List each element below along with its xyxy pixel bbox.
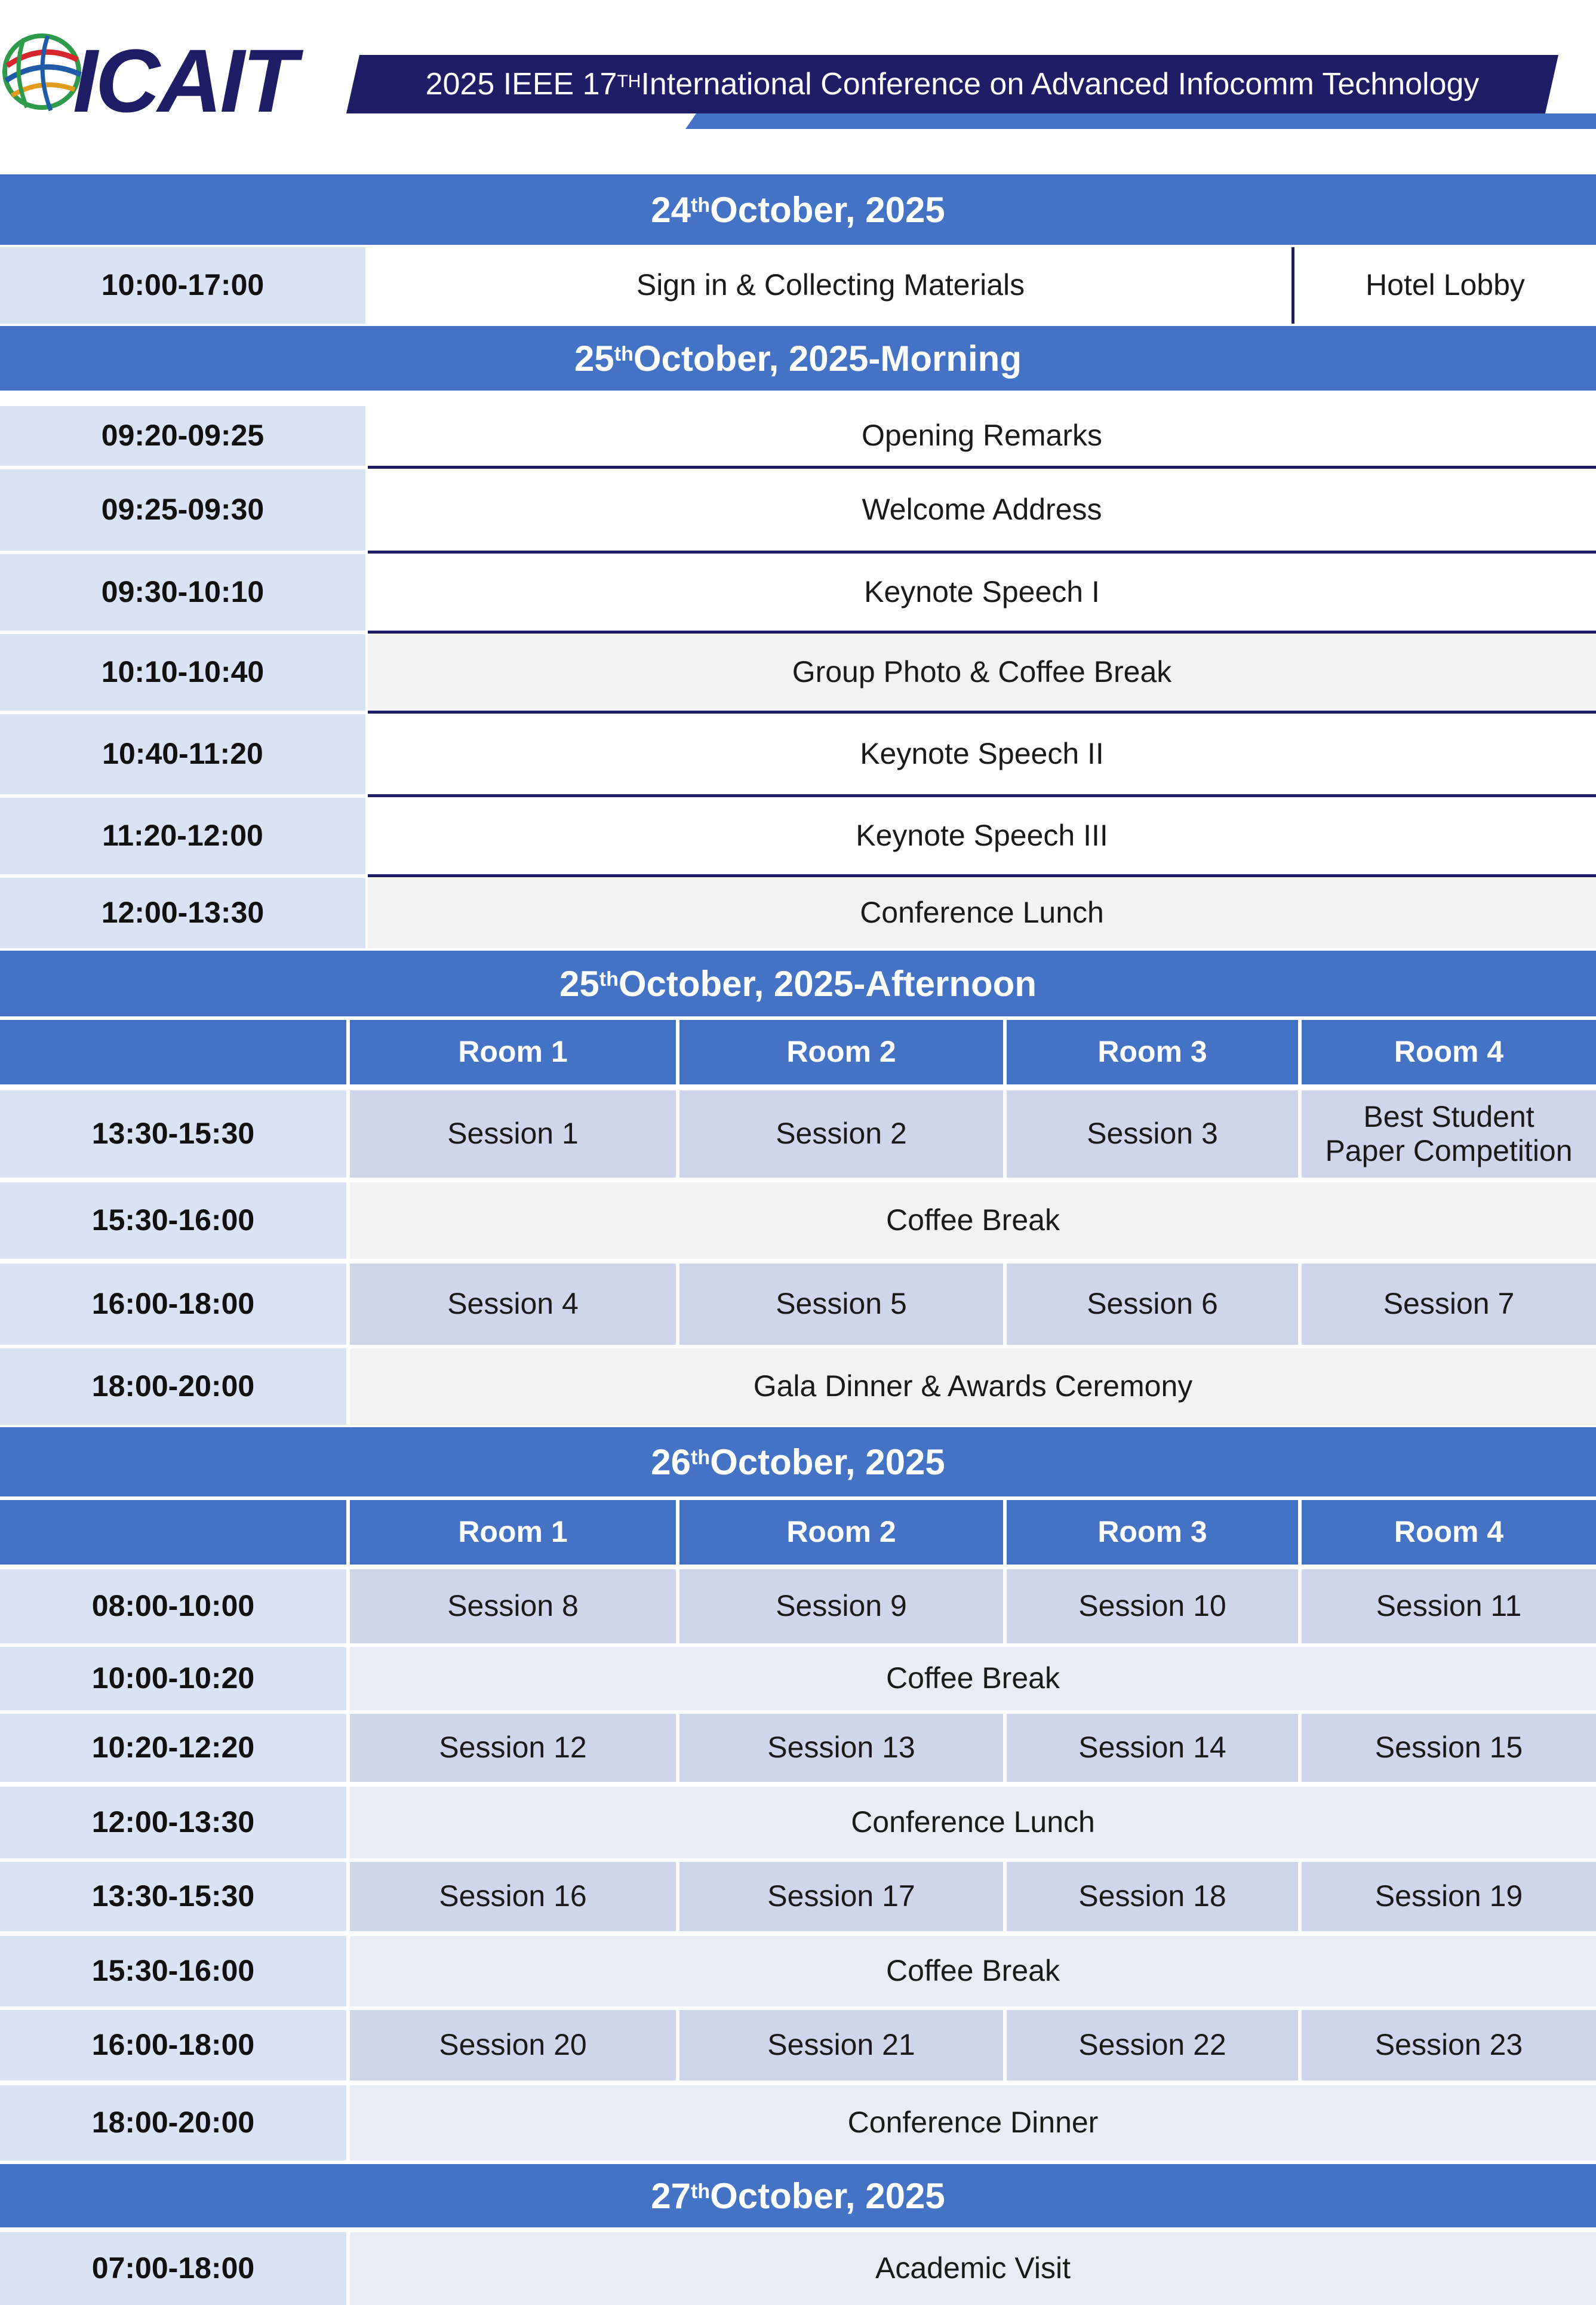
session-cell: Session 10 — [1007, 1569, 1298, 1643]
time-cell: 10:40-11:20 — [0, 714, 365, 794]
session-cell: Session 3 — [1007, 1090, 1298, 1178]
session-cell: Session 2 — [679, 1090, 1003, 1178]
time-cell: 15:30-16:00 — [0, 1182, 346, 1259]
session-cell: Session 9 — [679, 1569, 1003, 1643]
event-cell: Keynote Speech I — [368, 554, 1596, 631]
time-cell: 15:30-16:00 — [0, 1936, 346, 2006]
session-cell: Session 17 — [679, 1862, 1003, 1931]
event-cell: Gala Dinner & Awards Ceremony — [350, 1348, 1596, 1425]
session-cell: Session 15 — [1302, 1714, 1596, 1782]
day-header-27-oct: 27 $^{th}$ October, 2025 — [0, 2164, 1596, 2227]
session-cell: Session 14 — [1007, 1714, 1298, 1782]
event-cell: Opening Remarks — [368, 406, 1596, 466]
time-cell: 18:00-20:00 — [0, 2085, 346, 2160]
location-cell: Hotel Lobby — [1294, 247, 1596, 324]
session-cell: Session 4 — [350, 1264, 676, 1345]
session-cell: Session 16 — [350, 1862, 676, 1931]
session-cell: Session 22 — [1007, 2010, 1298, 2080]
event-cell: Coffee Break — [350, 1182, 1596, 1259]
room-header-blank — [0, 1500, 346, 1565]
session-cell: Session 7 — [1302, 1264, 1596, 1345]
session-cell: Session 13 — [679, 1714, 1003, 1782]
room-header-3: Room 3 — [1007, 1020, 1298, 1084]
day-header-25-oct-afternoon: 25 $^{th}$ October, 2025-Afternoon — [0, 951, 1596, 1016]
time-cell: 16:00-18:00 — [0, 1264, 346, 1345]
session-cell: Session 21 — [679, 2010, 1003, 2080]
event-cell: Coffee Break — [350, 1936, 1596, 2006]
event-cell: Conference Lunch — [350, 1787, 1596, 1858]
room-header-4: Room 4 — [1302, 1500, 1596, 1565]
day-header-26-oct: 26 $^{th}$ October, 2025 — [0, 1427, 1596, 1496]
session-cell: Session 8 — [350, 1569, 676, 1643]
session-cell: Best Student Paper Competition — [1302, 1090, 1596, 1178]
divider — [368, 466, 1596, 469]
session-cell: Session 6 — [1007, 1264, 1298, 1345]
time-cell: 10:10-10:40 — [0, 634, 365, 711]
session-cell: Session 20 — [350, 2010, 676, 2080]
divider — [368, 794, 1596, 797]
divider — [368, 631, 1596, 634]
room-header-1: Room 1 — [350, 1020, 676, 1084]
session-cell: Session 1 — [350, 1090, 676, 1178]
room-header-3: Room 3 — [1007, 1500, 1298, 1565]
time-cell: 12:00-13:30 — [0, 878, 365, 948]
logo — [0, 18, 295, 131]
room-header-4: Room 4 — [1302, 1020, 1596, 1084]
event-cell: Sign in & Collecting Materials — [368, 247, 1293, 324]
time-cell: 09:20-09:25 — [0, 406, 365, 466]
room-header-blank — [0, 1020, 346, 1084]
event-cell: Conference Dinner — [350, 2085, 1596, 2160]
event-cell: Welcome Address — [368, 469, 1596, 551]
time-cell: 10:00-10:20 — [0, 1647, 346, 1710]
event-cell: Coffee Break — [350, 1647, 1596, 1710]
session-cell: Session 5 — [679, 1264, 1003, 1345]
day-header-25-oct-morning: 25 $^{th}$ October, 2025-Morning — [0, 326, 1596, 391]
day-header-24-oct: 24 $^{th}$ October, 2025 — [0, 174, 1596, 245]
event-cell: Conference Lunch — [368, 878, 1596, 948]
room-header-1: Room 1 — [350, 1500, 676, 1565]
room-header-2: Room 2 — [679, 1500, 1003, 1565]
session-cell: Session 18 — [1007, 1862, 1298, 1931]
logo-text: ICAIT — [73, 30, 295, 131]
divider — [368, 711, 1596, 714]
time-cell: 07:00-18:00 — [0, 2232, 346, 2305]
time-cell: 09:30-10:10 — [0, 554, 365, 631]
event-cell: Keynote Speech III — [368, 798, 1596, 874]
divider — [368, 874, 1596, 877]
session-cell: Session 19 — [1302, 1862, 1596, 1931]
event-cell: Academic Visit — [350, 2232, 1596, 2305]
session-cell: Session 11 — [1302, 1569, 1596, 1643]
time-cell: 12:00-13:30 — [0, 1787, 346, 1858]
session-cell: Session 23 — [1302, 2010, 1596, 2080]
session-cell: Session 12 — [350, 1714, 676, 1782]
room-header-2: Room 2 — [679, 1020, 1003, 1084]
time-cell: 13:30-15:30 — [0, 1862, 346, 1931]
time-cell: 11:20-12:00 — [0, 798, 365, 874]
time-cell: 09:25-09:30 — [0, 469, 365, 551]
time-cell: 13:30-15:30 — [0, 1090, 346, 1178]
divider — [368, 551, 1596, 554]
event-cell: Group Photo & Coffee Break — [368, 634, 1596, 711]
time-cell: 16:00-18:00 — [0, 2010, 346, 2080]
time-cell: 10:00-17:00 — [0, 247, 365, 324]
event-cell: Keynote Speech II — [368, 714, 1596, 794]
time-cell: 10:20-12:20 — [0, 1714, 346, 1782]
time-cell: 18:00-20:00 — [0, 1348, 346, 1425]
conference-title: 2025 IEEE 17 $^{TH}$ International Conference on Advanced Infocomm Technology — [425, 67, 1480, 102]
header-accent-stripe — [685, 113, 1596, 129]
time-cell: 08:00-10:00 — [0, 1569, 346, 1643]
